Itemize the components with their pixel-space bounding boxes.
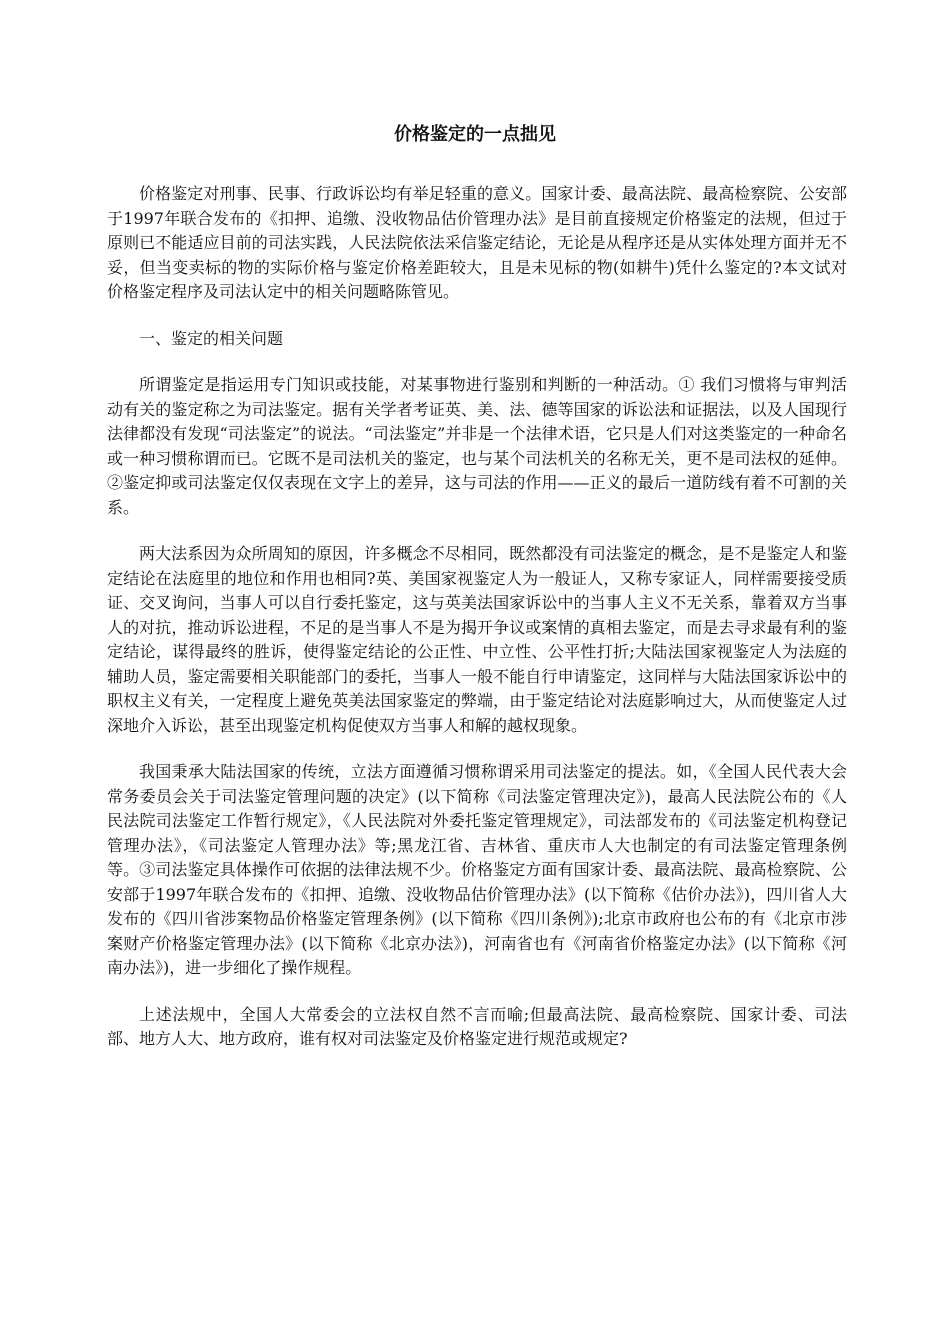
- section-heading-1: 一、鉴定的相关问题: [139, 328, 284, 348]
- paragraph-authority-question: 上述法规中，全国人大常委会的立法权自然不言而喻;但最高法院、最高检察院、国家计委、司法部、地方人大、地方政府，谁有权对司法鉴定及价格鉴定进行规范或规定?: [107, 1004, 847, 1048]
- document-title: 价格鉴定的一点拙见: [394, 124, 556, 145]
- document-body: [107, 182, 847, 1074]
- paragraph-china-legislation: 我国秉承大陆法国家的传统，立法方面遵循习惯称谓采用司法鉴定的提法。如，《全国人民代表大会常务委员会关于司法鉴定管理问题的决定》(以下简称《司法鉴定管理决定》)，最高人民法院公布的《人民法院司法鉴定工作暂行规定》，《人民法院对外委托鉴定管理规定》，司法部发布的《司法鉴定机构登记管理办法》，《司法鉴定人管理办法》等;黑龙江省、吉林省、重庆市人大也制定的有司法鉴定管理条例等。③司法鉴定具体操作可依据的法律法规不少。价格鉴定方面有国家计委、最高法院、最高检察院、公安部于1997年联合发布的《扣押、追缴、没收物品估价管理办法》(以下简称《估价办法》)，四川省人大发布的《四川省涉案物品价格鉴定管理条例》(以下简称《四川条例》);北京市政府也公布的有《北京市涉案财产价格鉴定管理办法》(以下简称《北京办法》)，河南省也有《河南省价格鉴定办法》(以下简称《河南办法》)，进一步细化了操作规程。: [107, 762, 847, 977]
- paragraph-definition: 所谓鉴定是指运用专门知识或技能，对某事物进行鉴别和判断的一种活动。① 我们习惯将与审判活动有关的鉴定称之为司法鉴定。据有关学者考证英、美、法、德等国家的诉讼法和证据法，以及人国现行法律都没有发现“司法鉴定”的说法。“司法鉴定”并非是一个法律术语，它只是人们对这类鉴定的一种命名或一种习惯称谓而已。它既不是司法机关的鉴定，也与某个司法机关的名称无关，更不是司法权的延伸。②鉴定抑或司法鉴定仅仅表现在文字上的差异，这与司法的作用——正义的最后一道防线有着不可割的关系。: [107, 375, 847, 517]
- paragraph-intro: 价格鉴定对刑事、民事、行政诉讼均有举足轻重的意义。国家计委、最高法院、最高检察院、公安部于1997年联合发布的《扣押、追缴、没收物品估价管理办法》是目前直接规定价格鉴定的法规，但过于原则已不能适应目前的司法实践，人民法院依法采信鉴定结论，无论是从程序还是从实体处理方面并无不妥，但当变卖标的物的实际价格与鉴定价格差距较大，且是未见标的物(如耕牛)凭什么鉴定的?本文试对价格鉴定程序及司法认定中的相关问题略陈管见。: [107, 184, 847, 301]
- paragraph-legal-systems: 两大法系因为众所周知的原因，许多概念不尽相同，既然都没有司法鉴定的概念，是不是鉴定人和鉴定结论在法庭里的地位和作用也相同?英、美国家视鉴定人为一般证人，又称专家证人，同样需要接受质证、交叉询问，当事人可以自行委托鉴定，这与英美法国家诉讼中的当事人主义不无关系，靠着双方当事人的对抗，推动诉讼进程，不足的是当事人不是为揭开争议或案情的真相去鉴定，而是去寻求最有利的鉴定结论，谋得最终的胜诉，使得鉴定结论的公正性、中立性、公平性打折;大陆法国家视鉴定人为法庭的辅助人员，鉴定需要相关职能部门的委托，当事人一般不能自行申请鉴定，这同样与大陆法国家诉讼中的职权主义有关，一定程度上避免英美法国家鉴定的弊端，由于鉴定结论对法庭影响过大，从而使鉴定人过深地介入诉讼，甚至出现鉴定机构促使双方当事人和解的越权现象。: [107, 544, 847, 735]
